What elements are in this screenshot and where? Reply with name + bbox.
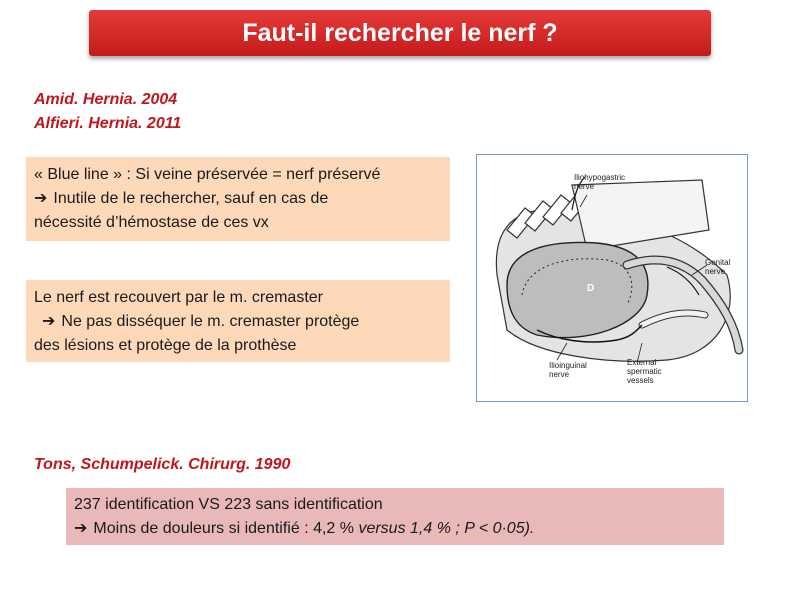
page-title: Faut-il rechercher le nerf ? bbox=[242, 18, 558, 47]
pain-result-stats: versus 1,4 % ; P < 0·05). bbox=[358, 520, 535, 537]
anatomy-figure bbox=[476, 154, 748, 402]
label-ilioinguinal-nerve: nerve bbox=[549, 370, 570, 379]
blue-line-text: « Blue line » : Si veine préservée = nerf préservé bbox=[34, 166, 381, 183]
label-iliohypogastric: Iliohypogastric bbox=[574, 173, 626, 182]
blue-line-box bbox=[26, 157, 450, 241]
blue-line-consequence-cont: nécessité d’hémostase de ces vx bbox=[34, 214, 269, 231]
blue-line-consequence: Inutile de le rechercher, sauf en cas de bbox=[53, 190, 329, 207]
label-genital-nerve: nerve bbox=[705, 267, 726, 276]
cremaster-text: Le nerf est recouvert par le m. cremaster bbox=[34, 289, 323, 306]
label-genital: Genital bbox=[705, 258, 731, 267]
identification-text: 237 identification VS 223 sans identification bbox=[74, 496, 383, 513]
label-d: D bbox=[587, 283, 595, 294]
label-vessels: vessels bbox=[627, 376, 654, 385]
reference-amid: Amid. Hernia. 2004 bbox=[34, 91, 178, 108]
arrow-right-icon: ➔ bbox=[42, 313, 56, 330]
reference-tons: Tons, Schumpelick. Chirurg. 1990 bbox=[34, 456, 291, 473]
inguinal-anatomy-illustration bbox=[477, 155, 747, 401]
cremaster-consequence: Ne pas disséquer le m. cremaster protège bbox=[61, 313, 360, 330]
reference-alfieri: Alfieri. Hernia. 2011 bbox=[34, 115, 182, 132]
arrow-right-icon: ➔ bbox=[34, 190, 48, 207]
pain-result: Moins de douleurs si identifié : 4,2 % bbox=[93, 520, 359, 537]
arrow-right-icon: ➔ bbox=[74, 520, 88, 537]
label-spermatic: spermatic bbox=[627, 367, 662, 376]
label-external: External bbox=[627, 358, 657, 367]
cremaster-consequence-cont: des lésions et protège de la prothèse bbox=[34, 337, 297, 354]
label-ilioinguinal: Ilioinguinal bbox=[549, 361, 587, 370]
identification-box bbox=[66, 488, 724, 545]
label-iliohypogastric-nerve: nerve bbox=[574, 182, 595, 191]
cremaster-box bbox=[26, 280, 450, 362]
title-banner bbox=[89, 10, 711, 56]
